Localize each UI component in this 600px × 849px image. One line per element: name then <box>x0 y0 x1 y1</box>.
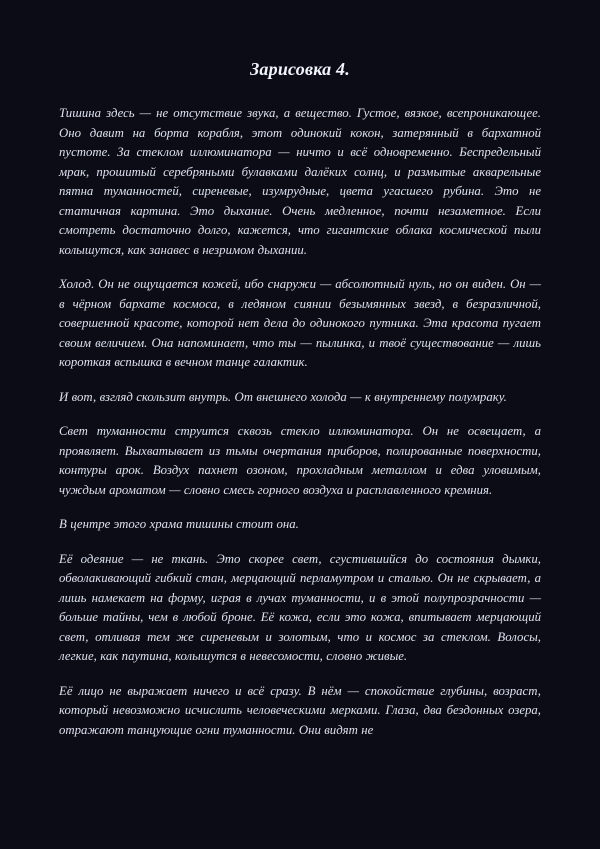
page-title: Зарисовка 4. <box>250 59 350 79</box>
paragraph: Свет туманности струится сквозь стекло иллюминатора. Он не освещает, а проявляет. Выхватывает из тьмы очертания приборов, полированные поверхности, контуры арок. Воздух пахнет озоном, прохладным металлом и едва уловимым, чуждым ароматом — словно смесь горного воздуха и расплавленного кремния. <box>59 424 541 497</box>
paragraph: Её лицо не выражает ничего и всё сразу. В нём — спокойствие глубины, возраст, который невозможно исчислить человеческими мерками. Глаза, два бездонных озера, отражают танцующие огни туманности. Они видят не <box>59 683 541 737</box>
paragraph: Холод. Он не ощущается кожей, ибо снаружи — абсолютный нуль, но он виден. Он — в чёрном бархате космоса, в ледяном сиянии безымянных звезд, в безразличной, совершенной красоте, которой нет дела до одинокого путника. Эта красота пугает своим величием. Она напоминает, что ты — пылинка, и твоё существование — лишь короткая вспышка в вечном танце галактик. <box>59 277 541 369</box>
paragraph: Её одеяние — не ткань. Это скорее свет, сгустившийся до состояния дымки, обволакивающий гибкий стан, мерцающий перламутром и сталью. Он не скрывает, а лишь намекает на форму, играя в лучах туманности, и в этой полупрозрачности — больше тайны, чем в любой броне. Её кожа, если это кожа, впитывает мерцающий свет, отливая тем же сиреневым и золотым, что и космос за стеклом. Волосы, легкие, как паутина, колышутся в невесомости, словно живые. <box>59 551 541 663</box>
paragraph: В центре этого храма тишины стоит она. <box>59 517 299 531</box>
page-content-column <box>59 0 541 740</box>
paragraph: И вот, взгляд скользит внутрь. От внешнего холода — к внутреннему полумраку. <box>59 389 507 404</box>
body-text <box>59 104 541 740</box>
paragraph: Тишина здесь — не отсутствие звука, а вещество. Густое, вязкое, всепроникающее. Оно давит на борта корабля, этот одинокий кокон, затерянный в бархатной пустоте. За стеклом иллюминатора — ничто и всё одновременно. Беспредельный мрак, прошитый серебряными булавками далёких солнц, и размытые акварельные пятна туманностей, сиреневые, изумрудные, цвета угасшего рубина. Это не статичная картина. Это дыхание. Очень медленное, почти незаметное. Если смотреть достаточно долго, кажется, что гигантские облака космической пыли колышутся, как занавес в незримом дыхании. <box>59 106 541 257</box>
